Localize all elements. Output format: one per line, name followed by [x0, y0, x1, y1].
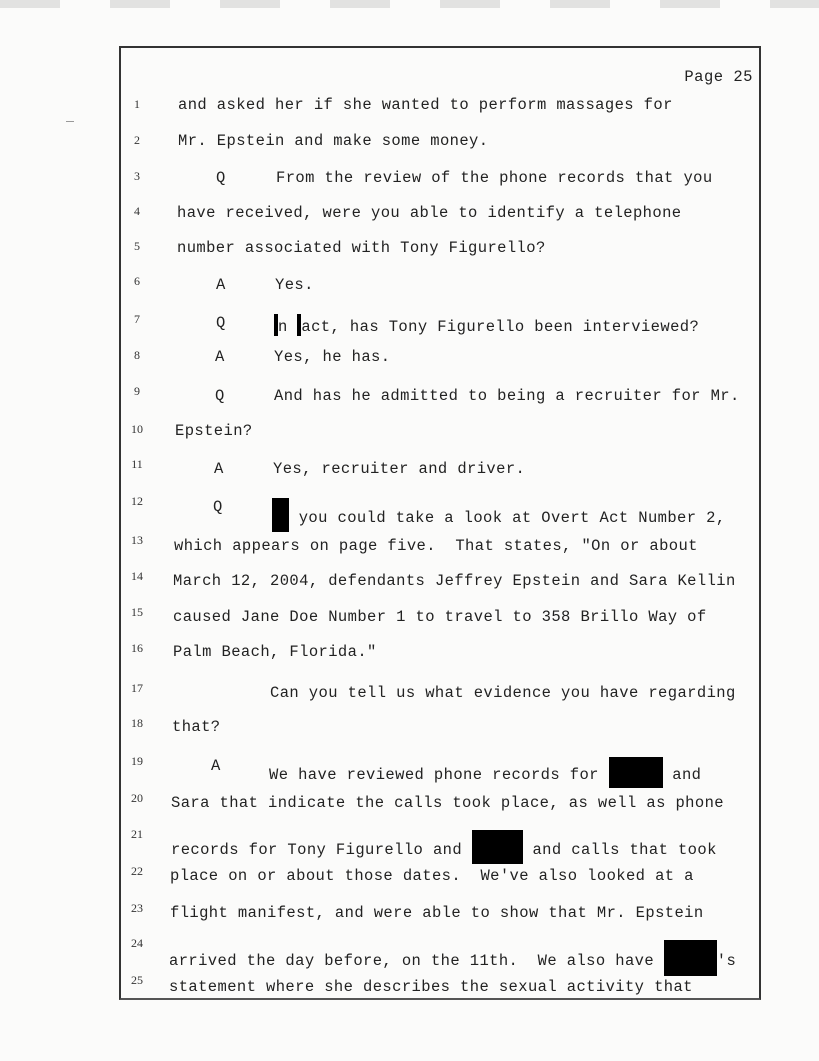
line-text: Yes. [275, 276, 314, 294]
transcript-line [0, 569, 819, 594]
transcript-line [0, 96, 819, 118]
line-text: and asked her if she wanted to perform massages for [178, 96, 673, 114]
line-number: 10 [131, 422, 143, 436]
line-number: 24 [131, 936, 143, 950]
transcript-line [0, 348, 819, 370]
transcript-line [0, 169, 819, 191]
transcript-line [0, 314, 819, 336]
transcript-line [0, 457, 819, 482]
line-text-part: act, has Tony Figurello been interviewed? [301, 318, 700, 336]
transcript-line [0, 864, 819, 889]
line-text-with-marks [269, 757, 701, 788]
line-text: Yes, recruiter and driver. [273, 460, 526, 478]
transcript-line [0, 681, 819, 706]
transcript-line [0, 973, 819, 1000]
line-number: 5 [134, 239, 140, 253]
line-text: And has he admitted to being a recruiter for Mr. [274, 387, 740, 405]
line-number: 2 [134, 133, 140, 147]
line-text: flight manifest, and were able to show that Mr. Epstein [170, 904, 704, 922]
line-text-part: We have reviewed phone records for [269, 766, 609, 784]
line-text: caused Jane Doe Number 1 to travel to 358 Brillo Way of [173, 608, 707, 626]
transcript-line [0, 384, 819, 409]
line-text-with-marks [169, 940, 736, 976]
line-number: 20 [131, 791, 143, 805]
line-text: statement where she describes the sexual activity that [169, 978, 693, 996]
speaker-label: A [216, 276, 226, 294]
redaction-block [472, 830, 523, 864]
line-number: 22 [131, 864, 143, 878]
line-number: 25 [131, 973, 143, 987]
line-number: 4 [134, 204, 140, 218]
speaker-label: A [215, 348, 225, 366]
line-number: 9 [134, 384, 140, 398]
transcript-line [0, 901, 819, 926]
transcript-line [0, 239, 819, 261]
line-text: Mr. Epstein and make some money. [178, 132, 489, 150]
line-text-part: n [278, 318, 298, 336]
speaker-label: Q [215, 387, 225, 405]
line-number: 8 [134, 348, 140, 362]
line-number: 13 [131, 533, 143, 547]
speaker-label: Q [216, 169, 226, 187]
line-number: 6 [134, 274, 140, 288]
line-text: March 12, 2004, defendants Jeffrey Epstein and Sara Kellin [173, 572, 736, 590]
line-number: 23 [131, 901, 143, 915]
line-text: have received, were you able to identify a telephone [177, 204, 682, 222]
transcript-line [0, 754, 819, 784]
line-number: 7 [134, 312, 140, 326]
line-text-with-marks [272, 498, 726, 532]
line-number: 3 [134, 169, 140, 183]
line-text-part: and [662, 766, 702, 784]
transcript-line [0, 643, 819, 665]
speaker-label: A [211, 757, 221, 775]
line-number: 14 [131, 569, 143, 583]
line-number: 18 [131, 716, 143, 730]
scan-top-artifacts [0, 0, 819, 8]
line-number: 11 [131, 457, 143, 471]
line-text-part: 's [716, 952, 737, 970]
redaction-block [609, 757, 663, 788]
line-text: which appears on page five. That states, "On or about [174, 537, 698, 555]
line-text-with-marks [171, 830, 717, 864]
speaker-label: Q [213, 498, 223, 516]
line-text: Sara that indicate the calls took place, as well as phone [171, 794, 724, 812]
redaction-block [664, 940, 717, 976]
speaker-label: A [214, 460, 224, 478]
transcript-line [0, 718, 819, 740]
transcript-line [0, 422, 819, 444]
transcript-line [0, 936, 819, 970]
line-text-part: you could take a look at Overt Act Number 2, [289, 509, 726, 527]
transcript-line [0, 791, 819, 816]
page-number-label: Page 25 [684, 68, 753, 86]
line-number: 15 [131, 605, 143, 619]
transcript-line [0, 132, 819, 154]
transcript-line [0, 276, 819, 298]
transcript-line [0, 533, 819, 559]
line-text: Can you tell us what evidence you have regarding [270, 684, 736, 702]
line-number: 12 [131, 494, 143, 508]
line-text: that? [172, 718, 221, 736]
redaction-block [272, 498, 289, 532]
line-text: number associated with Tony Figurello? [177, 239, 546, 257]
transcript-line [0, 494, 819, 527]
line-number: 1 [134, 97, 140, 111]
line-number: 17 [131, 681, 143, 695]
transcript-line [0, 605, 819, 630]
line-number: 19 [131, 754, 143, 768]
line-text: From the review of the phone records that you [276, 169, 713, 187]
scan-stray-mark [66, 121, 74, 122]
speaker-label: Q [216, 314, 226, 332]
line-text: Yes, he has. [274, 348, 391, 366]
line-text-part: arrived the day before, on the 11th. We also have [169, 952, 664, 970]
line-text: Epstein? [175, 422, 253, 440]
line-number: 21 [131, 827, 143, 841]
transcript-line [0, 204, 819, 226]
line-text: Palm Beach, Florida." [173, 643, 377, 661]
transcript-line [0, 827, 819, 859]
line-text-with-marks [274, 314, 699, 336]
line-text-part: records for Tony Figurello and [171, 841, 472, 859]
line-number: 16 [131, 641, 143, 655]
line-text: place on or about those dates. We've also looked at a [170, 867, 694, 885]
line-text-part: and calls that took [522, 841, 717, 859]
